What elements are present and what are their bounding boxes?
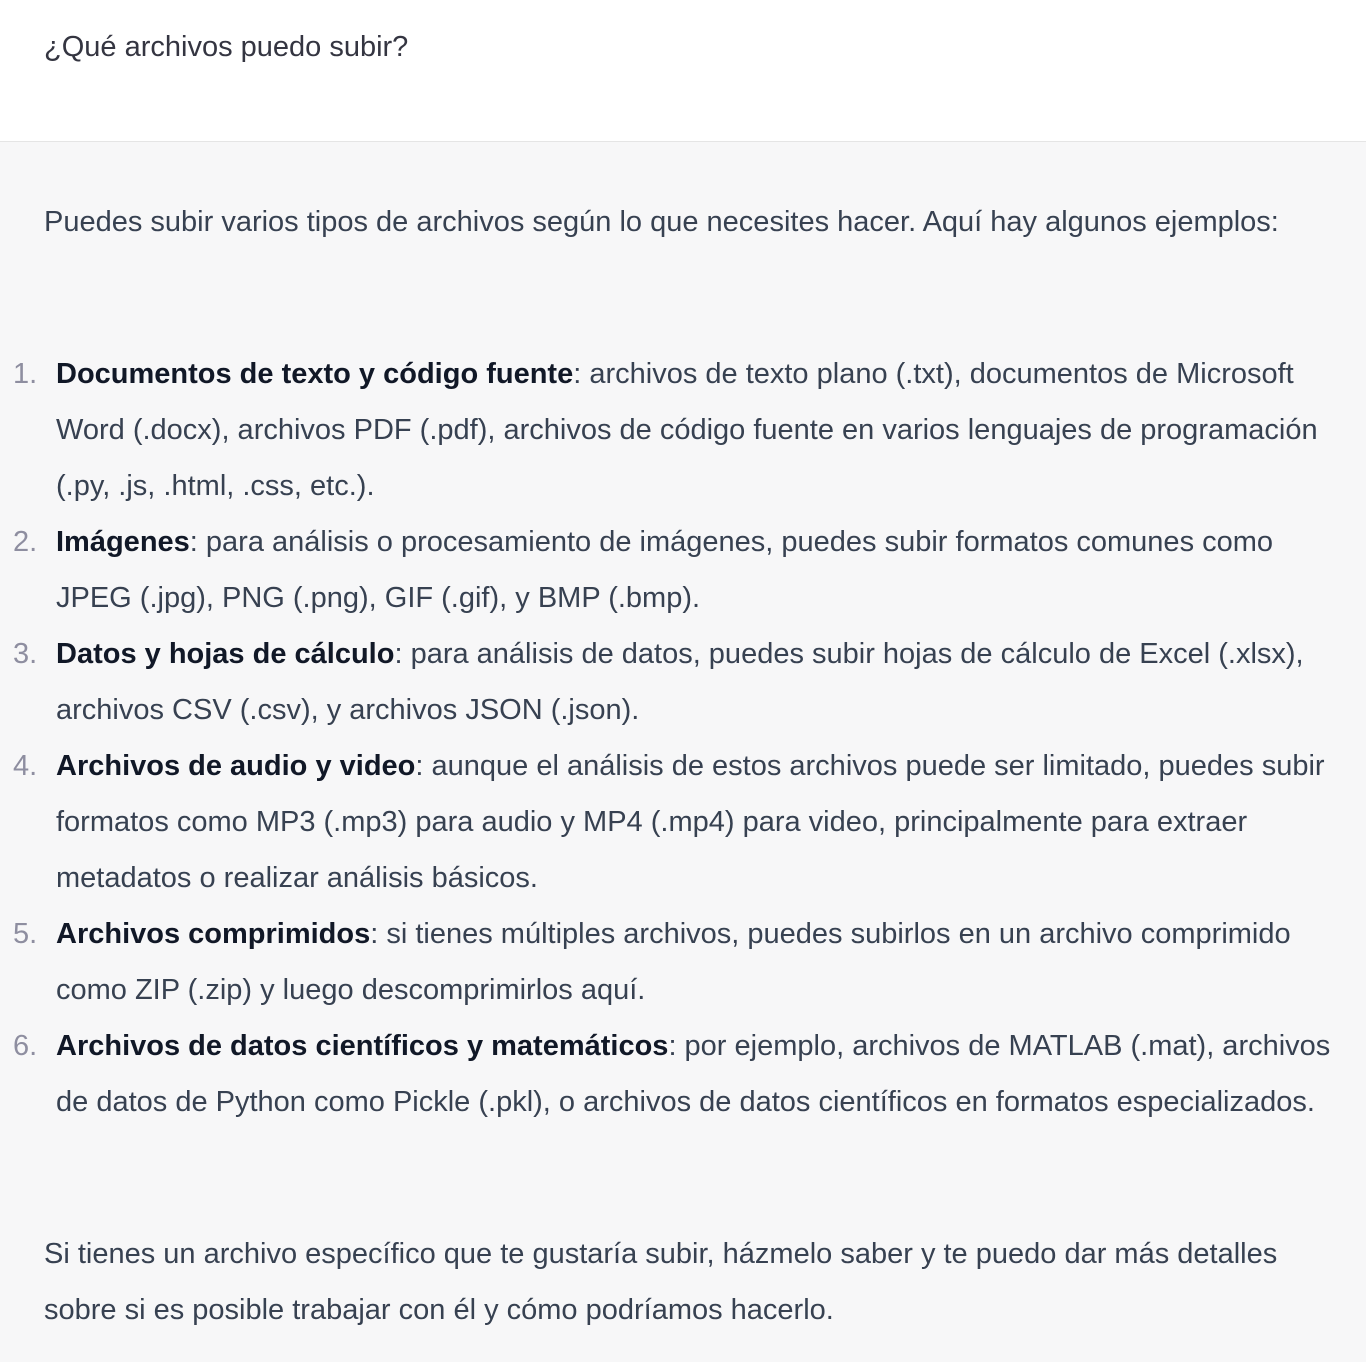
list-item-title: Documentos de texto y código fuente [56, 358, 574, 390]
list-item-text: : para análisis de datos, puedes subir hojas de cálculo de Excel (.xlsx), archivos CSV (.csv), y archivos JSON (.json). [56, 638, 1304, 726]
list-item [0, 738, 1336, 906]
file-types-list [0, 346, 1366, 1130]
list-item [0, 1018, 1336, 1130]
list-item-number: 4. [13, 750, 38, 782]
list-item-text: : aunque el análisis de estos archivos puede ser limitado, puedes subir formatos como MP3 (.mp3) para audio y MP4 (.mp4) para video, principalmente para extraer metadatos o realizar análisis básicos. [56, 750, 1325, 894]
list-item [0, 514, 1336, 626]
list-item-text: : si tienes múltiples archivos, puedes subirlos en un archivo comprimido como ZIP (.zip) y luego descomprimirlos aquí. [56, 918, 1291, 1006]
list-item-title: Archivos comprimidos [56, 918, 371, 950]
list-item-number: 5. [13, 918, 38, 950]
list-item [0, 346, 1336, 514]
assistant-intro-paragraph: Puedes subir varios tipos de archivos según lo que necesites hacer. Aquí hay algunos ejemplos: [44, 206, 1279, 238]
list-item-number: 3. [13, 638, 38, 670]
list-item-number: 2. [13, 526, 38, 558]
list-item [0, 906, 1336, 1018]
user-message [0, 0, 1366, 142]
assistant-outro-paragraph: Si tienes un archivo específico que te gustaría subir, házmelo saber y te puedo dar más detalles sobre si es posible trabajar con él y cómo podríamos hacerlo. [44, 1238, 1278, 1326]
list-item-title: Archivos de datos científicos y matemáticos [56, 1030, 669, 1062]
list-item [0, 626, 1336, 738]
list-item-title: Archivos de audio y video [56, 750, 416, 782]
list-item-number: 1. [13, 358, 38, 390]
list-item-text: : archivos de texto plano (.txt), documentos de Microsoft Word (.docx), archivos PDF (.pdf), archivos de código fuente en varios lenguajes de programación (.py, .js, .html, .css, etc.). [56, 358, 1318, 502]
list-item-title: Imágenes [56, 526, 190, 558]
list-item-title: Datos y hojas de cálculo [56, 638, 395, 670]
list-item-text: : por ejemplo, archivos de MATLAB (.mat), archivos de datos de Python como Pickle (.pkl), o archivos de datos científicos en formatos especializados. [56, 1030, 1331, 1118]
user-message-text: ¿Qué archivos puedo subir? [44, 31, 409, 63]
list-item-number: 6. [13, 1030, 38, 1062]
list-item-text: : para análisis o procesamiento de imágenes, puedes subir formatos comunes como JPEG (.jpg), PNG (.png), GIF (.gif), y BMP (.bmp). [56, 526, 1274, 614]
assistant-message [0, 143, 1366, 1362]
